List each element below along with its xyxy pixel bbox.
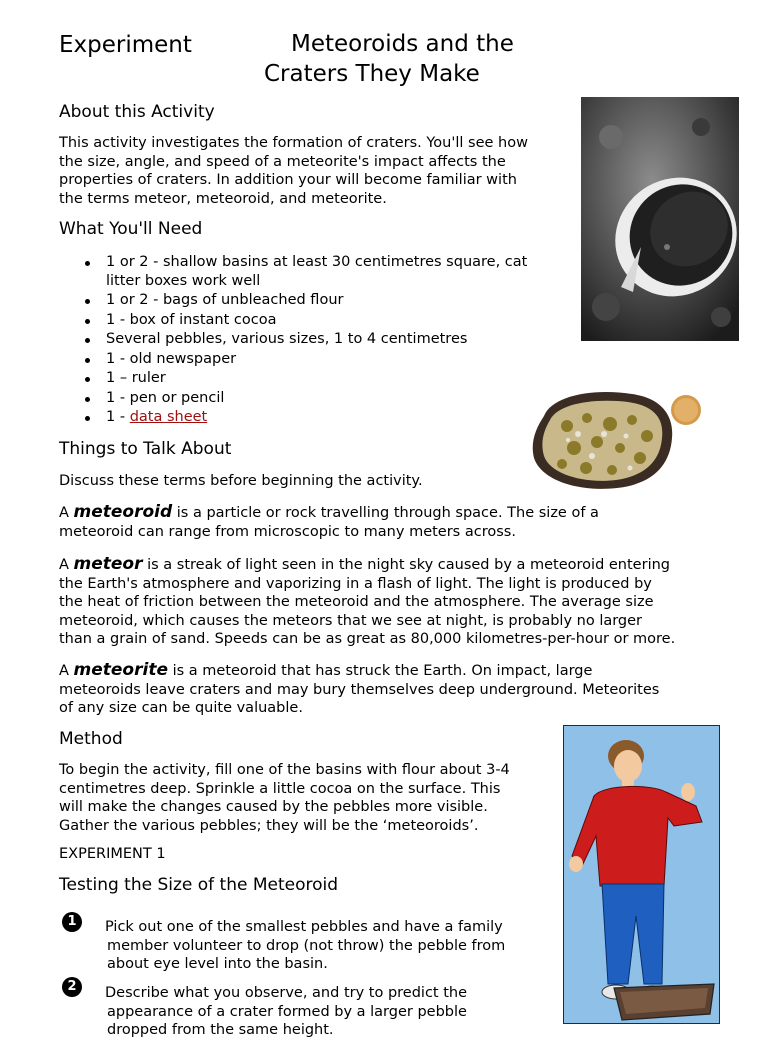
step-1-number-icon: 1	[62, 912, 82, 932]
talk-intro: Discuss these terms before beginning the activity.	[59, 473, 423, 489]
bullet-icon	[85, 319, 90, 324]
need-heading: What You'll Need	[59, 219, 203, 239]
bullet-icon	[85, 397, 90, 402]
experiment-1-heading: Testing the Size of the Meteoroid	[59, 875, 339, 895]
document-page: Experiment Meteoroids and the Craters They Make About this Activity This activity investigates the formation of craters. You'll see how the size, angle, and speed of a meteorite's impact affects the properties of craters. In addition your will become familiar with the terms meteor, meteoroid, and meteorite. What You'll Need 1 or 2 - shallow basins at least 30 centimetres square, cat litter boxes work well 1 or 2 - bags of unbleached flour 1 - box of instant cocoa Several pebbles, various sizes, 1 to 4 centimetres 1 - old newspaper 1 – ruler 1 - pen or pencil 1 - data sheet Things to Talk About Discuss these terms before beginning the activity. A meteoroid is a particle or rock travelling through space. The size of a meteoroid can range from microscopic to many meters across. A meteor is a streak of light seen in the night sky caused by a meteoroid entering the Earth's atmosphere and vaporizing in a flash of light. The light is produced by the heat of friction between the meteoroid and the atmosphere. The average size meteoroid, which causes the meteors that we see at night, is probably no larger than a grain of sand. Speeds can be as great as 80,000 kilometres-per-hour or more. A meteorite is a meteoroid that has struck the Earth. On impact, large meteoroids leave craters and may bury themselves deep underground. Meteorites of any size can be quite valuable. Method To begin the activity, fill one of the basins with flour about 3-4 centimetres deep. Sprinkle a little cocoa on the surface. This will make the changes caused by the pebbles more visible. Gather the various pebbles; they will be the ‘meteoroids’. EXPERIMENT 1 Testing the Size of the Meteoroid 1 Pick out one of the smallest pebbles and have a family member volunteer to drop (not throw) the pebble from about eye level into the basin. 2 Describe what you observe, and try to predict the appearance of a crater formed by a larger pebble dropped from the same height.	[0, 0, 768, 1024]
crater-photo-graphic	[581, 97, 739, 341]
experiment-1-label: EXPERIMENT 1	[59, 846, 166, 862]
about-line: properties of craters. In addition your will become familiar with	[59, 172, 517, 188]
about-paragraph	[59, 134, 528, 208]
data-sheet-link[interactable]: data sheet	[129, 409, 208, 425]
step-2-text: Describe what you observe, and try to predict the appearance of a crater formed by a larger pebble dropped from the same height.	[105, 985, 468, 1038]
bullet-icon	[85, 377, 90, 382]
term-meteorite: meteorite	[73, 660, 168, 680]
title-line-1: Meteoroids and the	[291, 31, 514, 57]
bullet-icon	[85, 416, 90, 421]
meteor-definition: A meteor is a streak of light seen in the night sky caused by a meteoroid entering the Earth's atmosphere and vaporizing in a flash of light. The light is produced by the heat of friction between the meteoroid and the atmosphere. The average size meteoroid, which causes the meteors that we see at night, is probably no larger than a grain of sand. Speeds can be as great as 80,000 kilometres-per-hour or more.	[59, 554, 676, 647]
boy-illustration-graphic	[564, 726, 720, 1024]
bullet-icon	[85, 338, 90, 343]
term-meteoroid: meteoroid	[73, 502, 173, 522]
term-meteor: meteor	[73, 554, 143, 574]
bullet-icon	[85, 358, 90, 363]
experiment-label: Experiment	[59, 32, 192, 58]
about-line: the terms meteor, meteoroid, and meteorite.	[59, 190, 387, 207]
method-paragraph: To begin the activity, fill one of the basins with flour about 3-4 centimetres deep. Sprinkle a little cocoa on the surface. This will make the changes caused by the pebbles more visible. Gather the various pebbles; they will be the ‘meteoroids’.	[59, 762, 510, 834]
about-line: This activity investigates the formation of craters. You'll see how	[59, 135, 528, 151]
title-line-2: Craters They Make	[264, 61, 480, 87]
bullet-icon	[85, 299, 90, 304]
meteorite-photo-graphic	[522, 376, 706, 500]
bullet-icon	[85, 261, 90, 266]
boy-dropping-pebble-illustration	[563, 725, 720, 1024]
step-2-number-icon: 2	[62, 977, 82, 997]
meteoroid-definition: A meteoroid is a particle or rock travelling through space. The size of a meteoroid can range from microscopic to many meters across.	[59, 502, 599, 540]
crater-photo	[581, 97, 739, 341]
step-1-text: Pick out one of the smallest pebbles and have a family member volunteer to drop (not throw) the pebble from about eye level into the basin.	[105, 919, 506, 972]
about-heading: About this Activity	[59, 102, 215, 122]
meteorite-definition: A meteorite is a meteoroid that has struck the Earth. On impact, large meteoroids leave craters and may bury themselves deep underground. Meteorites of any size can be quite valuable.	[59, 660, 660, 716]
method-heading: Method	[59, 729, 123, 749]
meteorite-photo	[522, 376, 706, 500]
about-line: the size, angle, and speed of a meteorite's impact affects the	[59, 153, 506, 170]
talk-heading: Things to Talk About	[59, 439, 232, 459]
